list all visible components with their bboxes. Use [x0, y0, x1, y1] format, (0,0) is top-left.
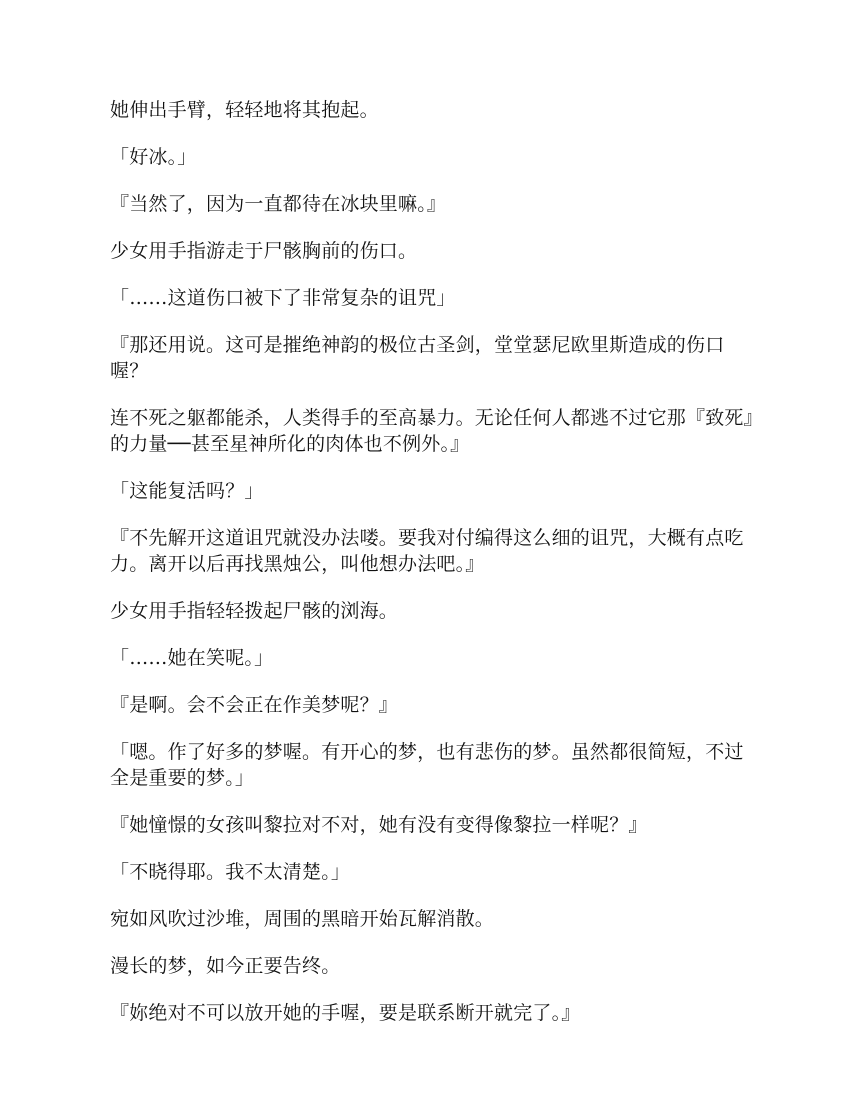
- paragraph: 「……这道伤口被下了非常复杂的诅咒」: [110, 287, 456, 309]
- paragraph: 『当然了，因为一直都待在冰块里嘛。』: [110, 193, 447, 215]
- paragraph: 「不晓得耶。我不太清楚。」: [110, 861, 351, 883]
- paragraph: 漫长的梦，如今正要告终。: [110, 955, 341, 977]
- paragraph: 宛如风吹过沙堆，周围的黑暗开始瓦解消散。: [110, 908, 495, 930]
- paragraph: 『妳绝对不可以放开她的手喔，要是联系断开就完了。』: [110, 1002, 581, 1024]
- paragraph: 「好冰。」: [110, 146, 197, 168]
- paragraph: 「这能复活吗？」: [110, 480, 264, 502]
- paragraph: 『那还用说。这可是摧绝神韵的极位古圣剑，堂堂瑟尼欧里斯造成的伤口喔？: [110, 334, 725, 382]
- paragraph: 「……她在笑呢。」: [110, 647, 274, 669]
- paragraph: 『是啊。会不会正在作美梦呢？』: [110, 694, 399, 716]
- paragraph: 少女用手指轻轻拨起尸骸的浏海。: [110, 600, 399, 622]
- paragraph: 『不先解开这道诅咒就没办法喽。要我对付编得这么细的诅咒，大概有点吃力。离开以后再找黑烛公，叫他想办法吧。』: [110, 527, 744, 575]
- paragraph: 『她憧憬的女孩叫黎拉对不对，她有没有变得像黎拉一样呢？』: [110, 814, 648, 836]
- paragraph: 连不死之躯都能杀，人类得手的至高暴力。无论任何人都逃不过它那『致死』的力量──甚至星神所化的肉体也不例外。』: [110, 407, 754, 455]
- paragraph: 「嗯。作了好多的梦喔。有开心的梦，也有悲伤的梦。虽然都很简短，不过全是重要的梦。」: [110, 741, 744, 789]
- paragraph: 少女用手指游走于尸骸胸前的伤口。: [110, 240, 418, 262]
- paragraph: 她伸出手臂，轻轻地将其抱起。: [110, 99, 379, 121]
